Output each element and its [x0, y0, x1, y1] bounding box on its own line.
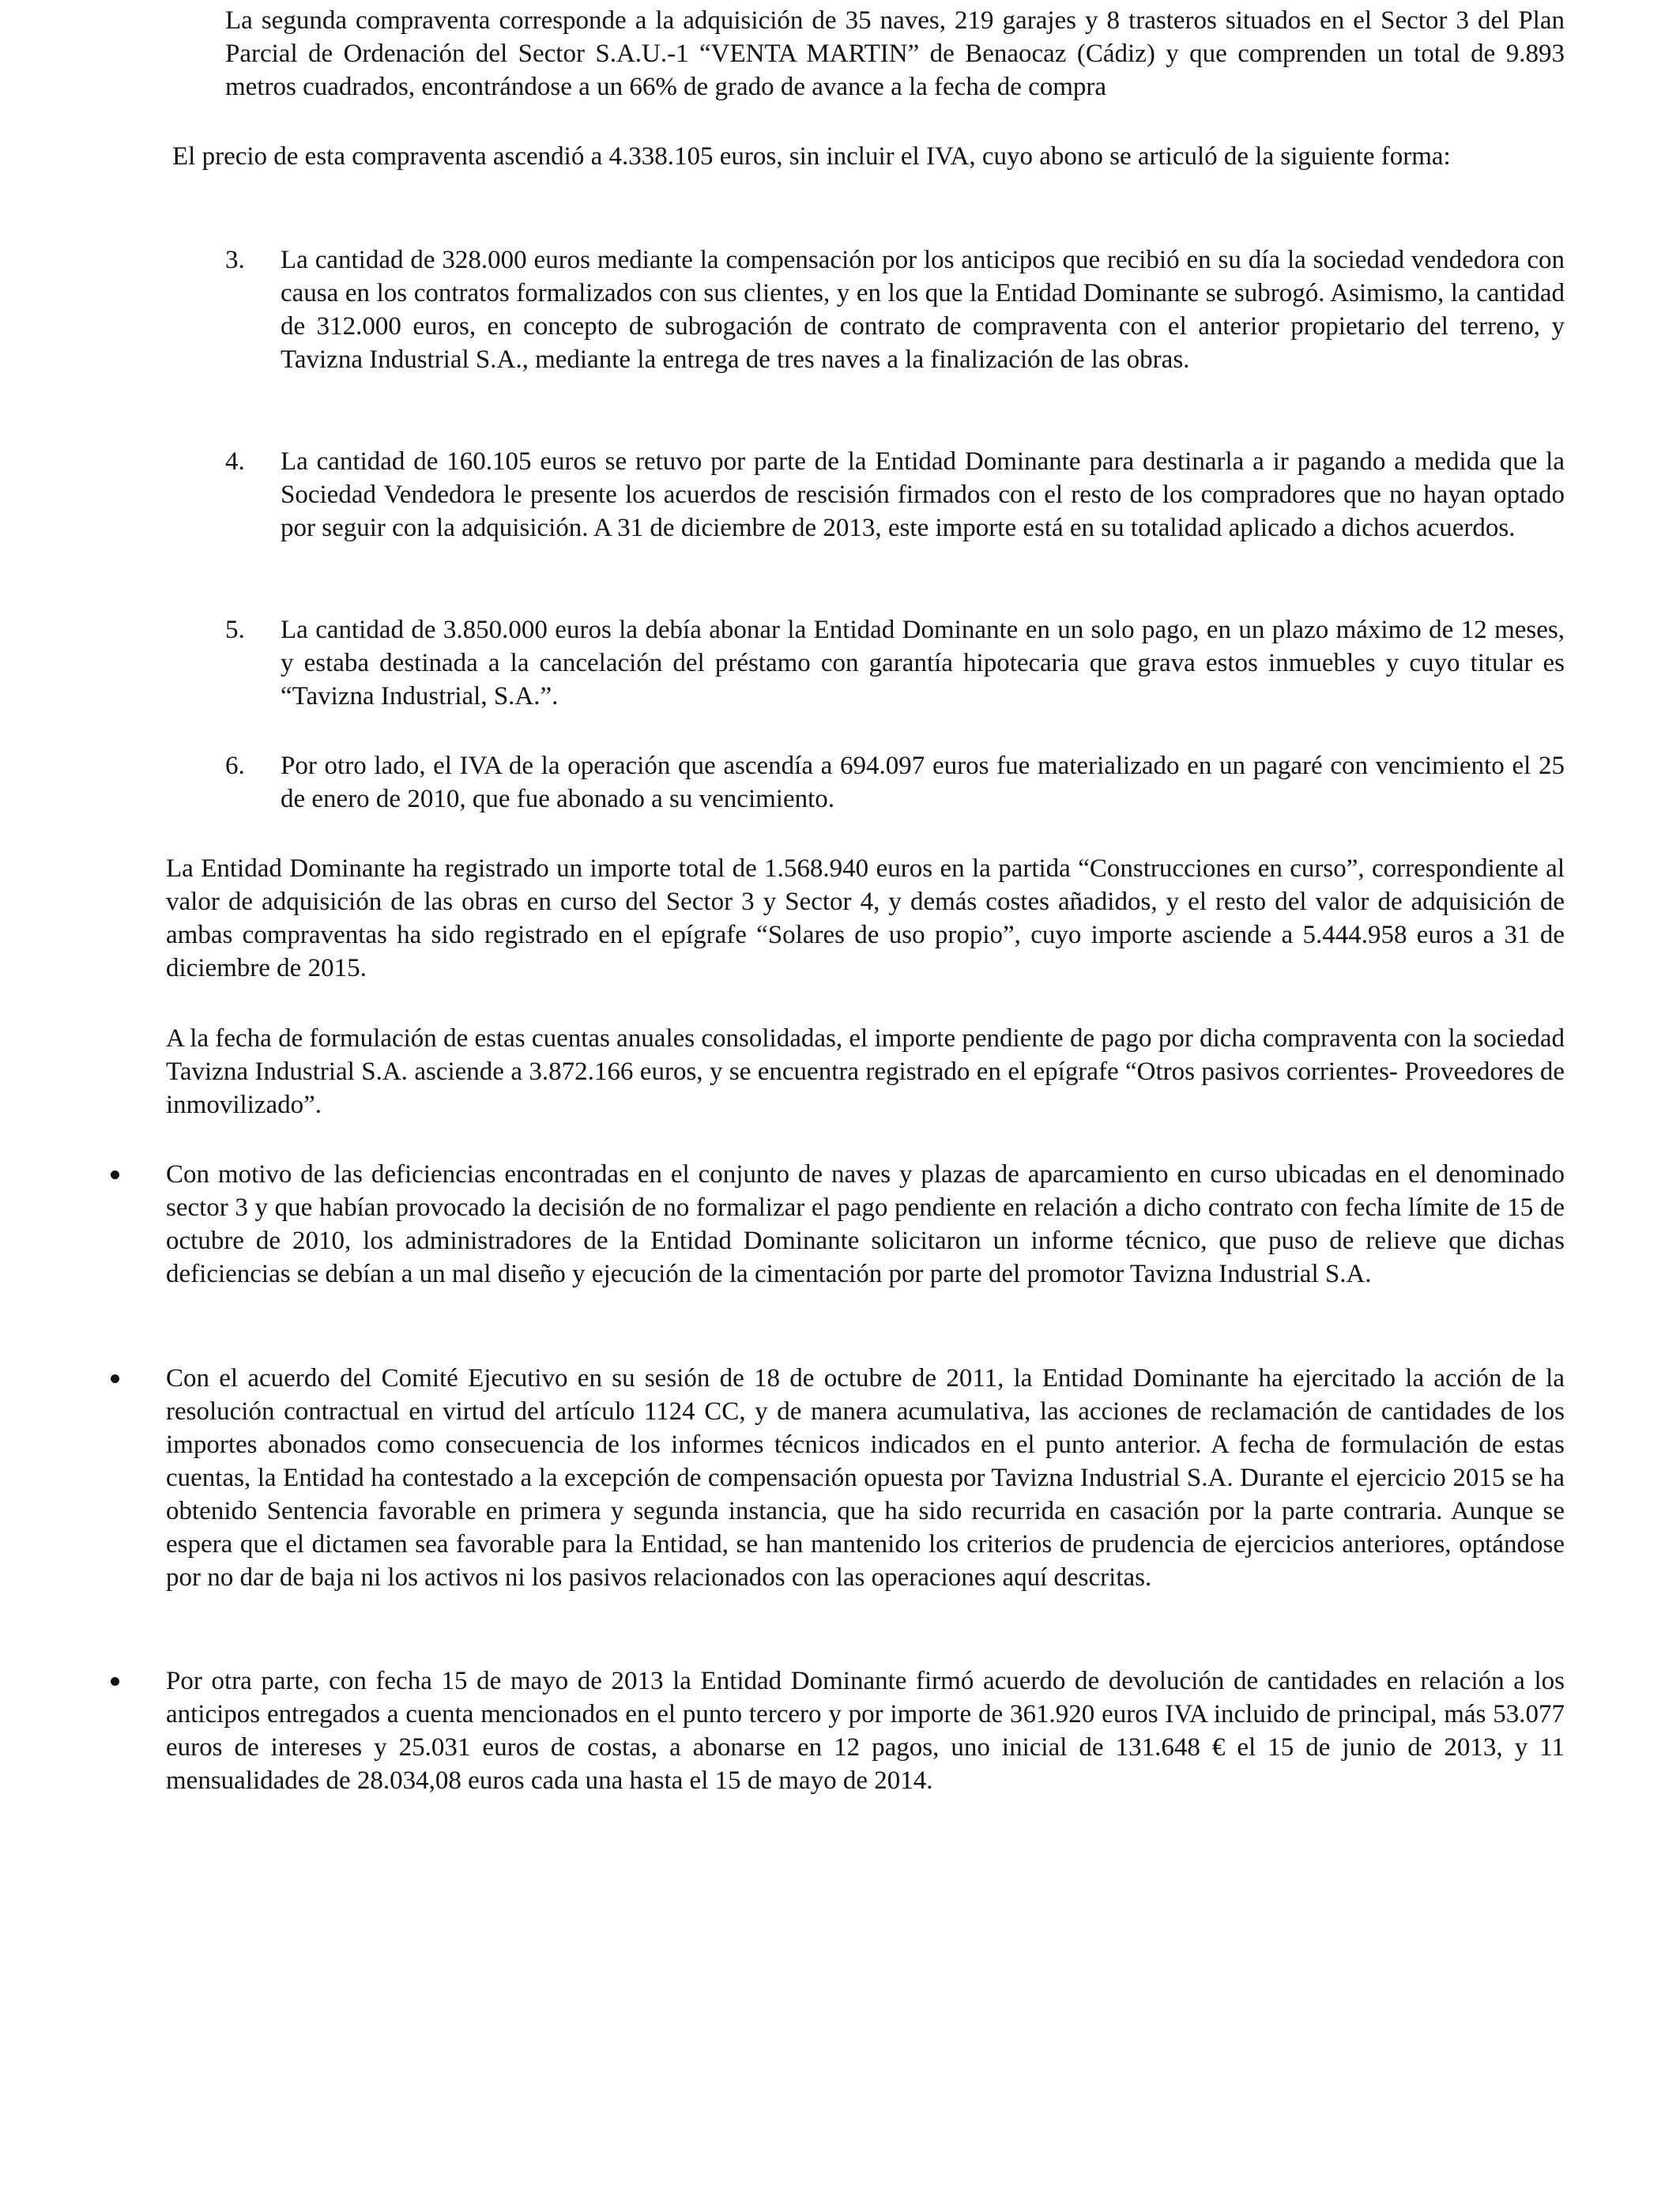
item-number: 5. [225, 616, 245, 644]
pending-payment-paragraph: A la fecha de formulación de estas cuentas anuales consolidadas, el importe pendiente de pago por dicha compraventa con la sociedad Tavizna Industrial S.A. asciende a 3.872.166 euros, y se encuentra registrado en el epígrafe “Otros pasivos corrientes- Proveedores de inmovilizado”. [166, 1024, 1565, 1119]
bullet-icon [111, 1171, 119, 1179]
item-number: 4. [225, 447, 245, 476]
bullet-icon [111, 1374, 119, 1383]
price-paragraph: El precio de esta compraventa ascendió a 4.338.105 euros, sin incluir el IVA, cuyo abono se articuló de la siguiente forma: [172, 142, 1451, 171]
item-text: La cantidad de 3.850.000 euros la debía abonar la Entidad Dominante en un solo pago, en un plazo máximo de 12 meses, y estaba destinada a la cancelación del préstamo con garantía hipotecaria que grava estos inmuebles y cuyo titular es “Tavizna Industrial, S.A.”. [281, 616, 1565, 711]
item-number: 3. [225, 246, 245, 274]
item-text: Por otro lado, el IVA de la operación que ascendía a 694.097 euros fue materializado en un pagaré con vencimiento el 25 de enero de 2010, que fue abonado a su vencimiento. [281, 752, 1565, 813]
item-text: La cantidad de 328.000 euros mediante la compensación por los anticipos que recibió en su día la sociedad vendedora con causa en los contratos formalizados con sus clientes, y en los que la Entidad Dominante se subrogó. Asimismo, la cantidad de 312.000 euros, en concepto de subrogación de contrato de compraventa con el anterior propietario del terreno, y Tavizna Industrial S.A., mediante la entrega de tres naves a la finalización de las obras. [281, 246, 1565, 374]
intro-paragraph: La segunda compraventa corresponde a la adquisición de 35 naves, 219 garajes y 8 trasteros situados en el Sector 3 del Plan Parcial de Ordenación del Sector S.A.U.-1 “VENTA MARTIN” de Benaocaz (Cádiz) y que comprenden un total de 9.893 metros cuadrados, encontrándose a un 66% de grado de avance a la fecha de compra [225, 6, 1565, 101]
construction-paragraph: La Entidad Dominante ha registrado un importe total de 1.568.940 euros en la partida “Construcciones en curso”, correspondiente al valor de adquisición de las obras en curso del Sector 3 y Sector 4, y demás costes añadidos, y el resto del valor de adquisición de ambas compraventas ha sido registrado en el epígrafe “Solares de uso propio”, cuyo importe asciende a 5.444.958 euros a 31 de diciembre de 2015. [166, 854, 1565, 982]
bullet-icon [111, 1677, 119, 1686]
bullet-text: Con el acuerdo del Comité Ejecutivo en su sesión de 18 de octubre de 2011, la Entidad Dominante ha ejercitado la acción de la resolución contractual en virtud del artículo 1124 CC, y de manera acumulativa, las acciones de reclamación de cantidades de los importes abonados como consecuencia de los informes técnicos indicados en el punto anterior. A fecha de formulación de estas cuentas, la Entidad ha contestado a la excepción de compensación opuesta por Tavizna Industrial S.A. Durante el ejercicio 2015 se ha obtenido Sentencia favorable en primera y segunda instancia, que ha sido recurrida en casación por la parte contraria. Aunque se espera que el dictamen sea favorable para la Entidad, se han mantenido los criterios de prudencia de ejercicios anteriores, optándose por no dar de baja ni los activos ni los pasivos relacionados con las operaciones aquí descritas. [166, 1364, 1565, 1592]
bullet-text: Con motivo de las deficiencias encontradas en el conjunto de naves y plazas de aparcamiento en curso ubicadas en el denominado sector 3 y que habían provocado la decisión de no formalizar el pago pendiente en relación a dicho contrato con fecha límite de 15 de octubre de 2010, los administradores de la Entidad Dominante solicitaron un informe técnico, que puso de relieve que dichas deficiencias se debían a un mal diseño y ejecución de la cimentación por parte del promotor Tavizna Industrial S.A. [166, 1160, 1565, 1288]
item-text: La cantidad de 160.105 euros se retuvo por parte de la Entidad Dominante para destinarla a ir pagando a medida que la Sociedad Vendedora le presente los acuerdos de rescisión firmados con el resto de los compradores que no hayan optado por seguir con la adquisición. A 31 de diciembre de 2013, este importe está en su totalidad aplicado a dichos acuerdos. [281, 447, 1565, 542]
bullet-text: Por otra parte, con fecha 15 de mayo de 2013 la Entidad Dominante firmó acuerdo de devolución de cantidades en relación a los anticipos entregados a cuenta mencionados en el punto tercero y por importe de 361.920 euros IVA incluido de principal, más 53.077 euros de intereses y 25.031 euros de costas, a abonarse en 12 pagos, uno inicial de 131.648 € el 15 de junio de 2013, y 11 mensualidades de 28.034,08 euros cada una hasta el 15 de mayo de 2014. [166, 1667, 1565, 1795]
item-number: 6. [225, 752, 245, 780]
